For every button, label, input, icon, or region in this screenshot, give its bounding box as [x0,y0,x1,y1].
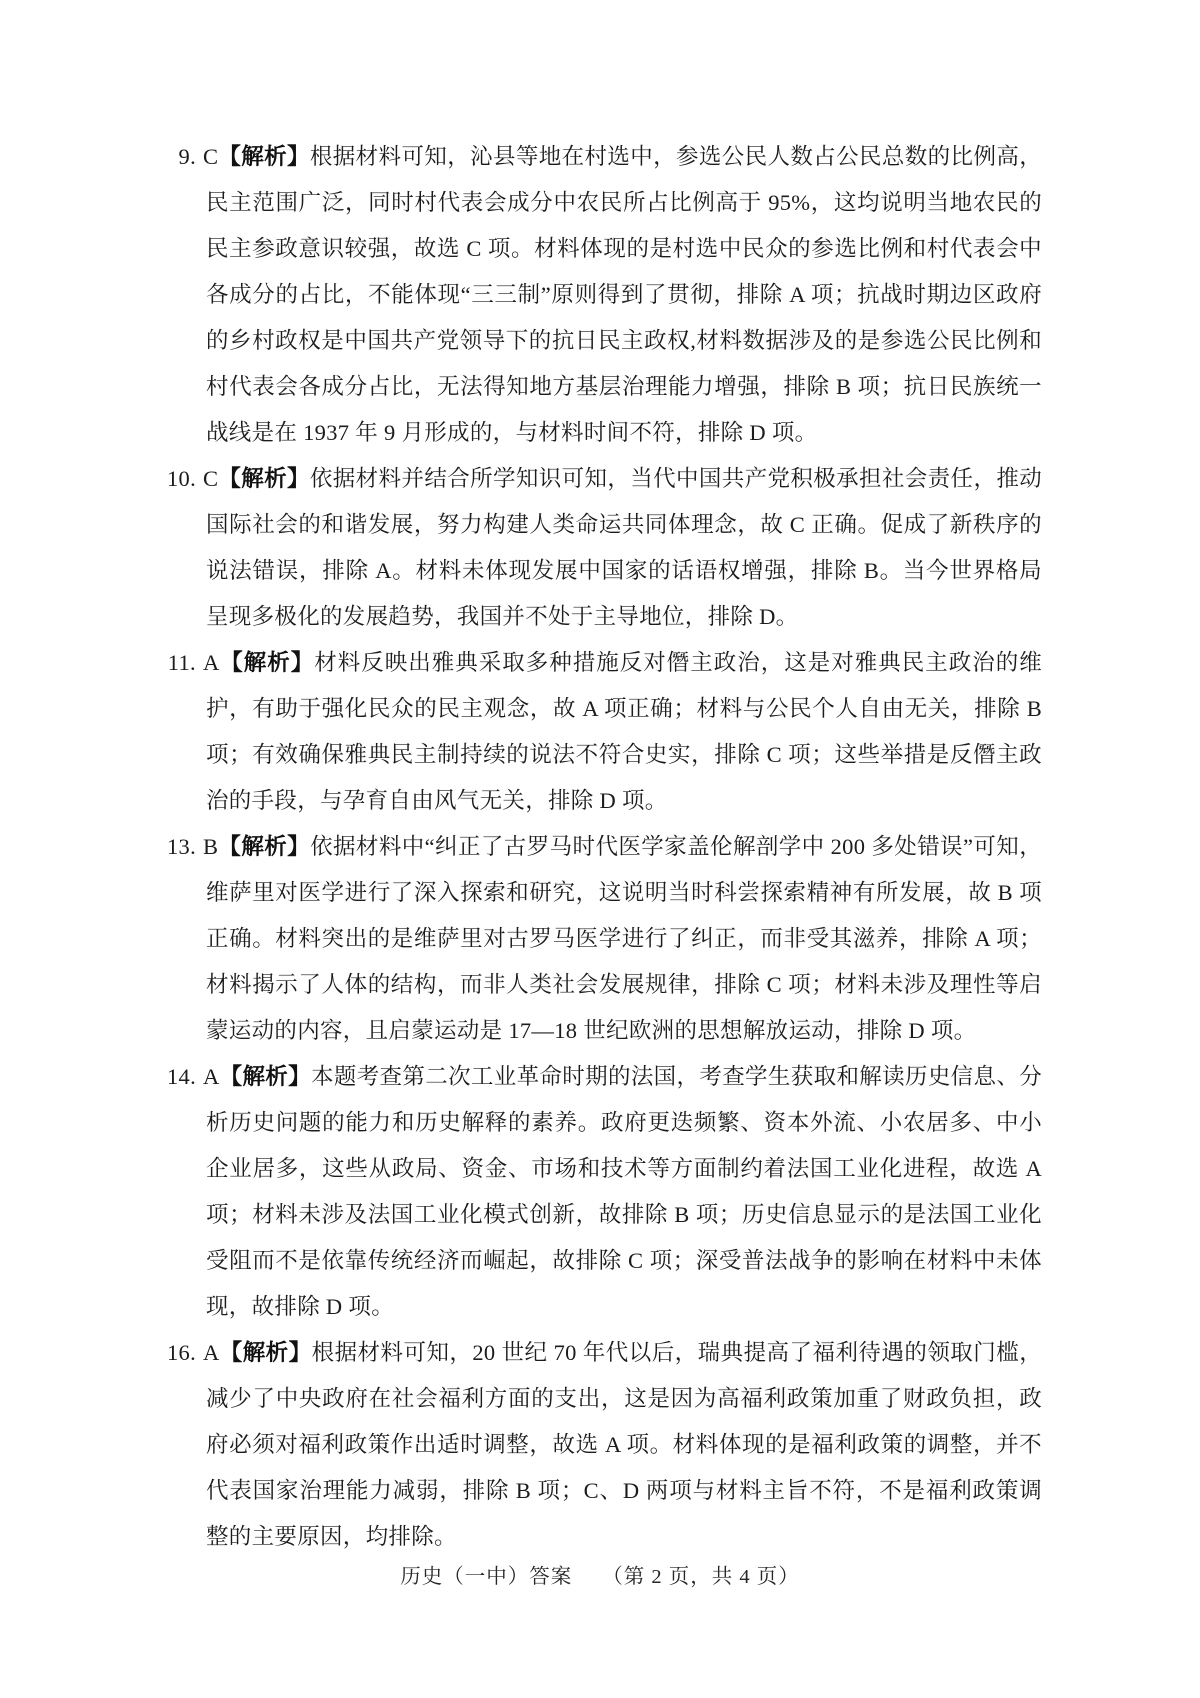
question-number: 14. [166,1064,196,1089]
answer-letter: B [203,834,219,859]
analysis-text: 本题考查第二次工业革命时期的法国，考查学生获取和解读历史信息、分析历史问题的能力和历史解释的素养。政府更迭频繁、资本外流、小农居多、中小企业居多，这些从政局、资金、市场和技术等方面制约着法国工业化进程，故选 A 项；材料未涉及法国工业化模式创新，故排除 B 项；历史信息显示的是法国工业化受阻而不是依靠传统经济而崛起，故排除 C 项；深受普法战争的影响在材料中未体现，故排除 D 项。 [206,1064,1043,1319]
answer-letter: A [203,1064,220,1089]
question-number: 11. [167,650,196,675]
answer-letter: A [203,650,220,675]
page-footer [0,1562,1200,1592]
analysis-label: 【解析】 [218,466,310,491]
analysis-label: 【解析】 [219,1340,312,1365]
answer-letter: C [203,144,219,169]
answer-item-10 [160,456,1042,640]
answer-sheet-body [160,134,1042,1560]
question-number: 10. [166,466,196,491]
question-number: 13. [166,834,196,859]
analysis-text: 根据材料可知，沁县等地在村选中，参选公民人数占公民总数的比例高，民主范围广泛，同时村代表会成分中农民所占比例高于 95%，这均说明当地农民的民主参政意识较强，故选 C 项。材料体现的是村选中民众的参选比例和村代表会中各成分的占比，不能体现“三三制”原则得到了贯彻，排除 A 项；抗战时期边区政府的乡村政权是中国共产党领导下的抗日民主政权,材料数据涉及的是参选公民比例和村代表会各成分占比，无法得知地方基层治理能力增强，排除 B 项；抗日民族统一战线是在 1937 年 9 月形成的，与材料时间不符，排除 D 项。 [206,144,1042,445]
answer-item-16 [160,1330,1042,1560]
analysis-text: 依据材料中“纠正了古罗马时代医学家盖伦解剖学中 200 多处错误”可知，维萨里对医学进行了深入探索和研究，这说明当时科尝探索精神有所发展，故 B 项正确。材料突出的是维萨里对古罗马医学进行了纠正，而非受其滋养，排除 A 项；材料揭示了人体的结构，而非人类社会发展规律，排除 C 项；材料未涉及理性等启蒙运动的内容，且启蒙运动是 17—18 世纪欧洲的思想解放运动，排除 D 项。 [206,834,1043,1043]
analysis-text: 依据材料并结合所学知识可知，当代中国共产党积极承担社会责任，推动国际社会的和谐发展，努力构建人类命运共同体理念，故 C 正确。促成了新秩序的说法错误，排除 A。材料未体现发展中国家的话语权增强，排除 B。当今世界格局呈现多极化的发展趋势，我国并不处于主导地位，排除 D。 [206,466,1042,629]
answer-item-9 [160,134,1042,456]
answer-item-13 [160,824,1042,1054]
question-number: 16. [166,1340,196,1365]
analysis-label: 【解析】 [218,834,311,859]
analysis-text: 根据材料可知，20 世纪 70 年代以后，瑞典提高了福利待遇的领取门槛，减少了中央政府在社会福利方面的支出，这是因为高福利政策加重了财政负担，政府必须对福利政策作出适时调整，故选 A 项。材料体现的是福利政策的调整，并不代表国家治理能力减弱，排除 B 项；C、D 两项与材料主旨不符，不是福利政策调整的主要原因，均排除。 [206,1340,1042,1549]
answer-item-14 [160,1054,1042,1330]
analysis-label: 【解析】 [219,1064,311,1089]
analysis-text: 材料反映出雅典采取多种措施反对僭主政治，这是对雅典民主政治的维护，有助于强化民众的民主观念，故 A 项正确；材料与公民个人自由无关，排除 B 项；有效确保雅典民主制持续的说法不符合史实，排除 C 项；这些举措是反僭主政治的手段，与孕育自由风气无关，排除 D 项。 [206,650,1042,813]
answer-item-11 [160,640,1042,824]
answer-letter: C [203,466,219,491]
footer-page-info: （第 2 页，共 4 页） [602,1566,800,1588]
answer-letter: A [203,1340,220,1365]
question-number: 9. [178,144,196,169]
analysis-label: 【解析】 [219,650,315,675]
footer-title: 历史（一中）答案 [400,1566,573,1588]
analysis-label: 【解析】 [218,144,310,169]
